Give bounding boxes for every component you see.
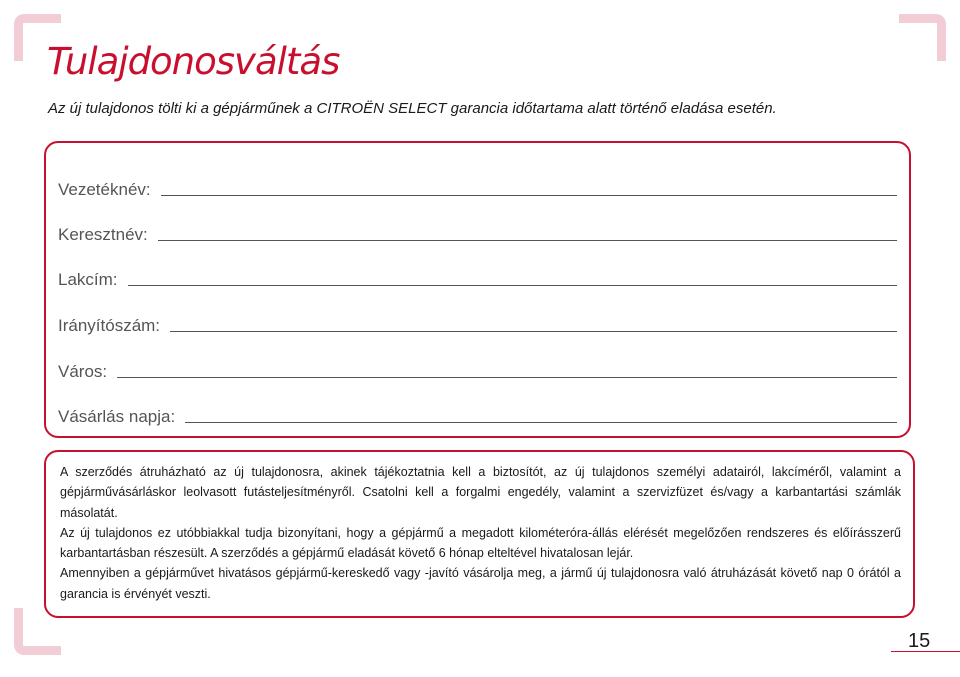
- purchase-date-line[interactable]: [185, 422, 897, 423]
- city-label: Város:: [58, 362, 108, 381]
- info-paragraph-dealer: Amennyiben a gépjárművet hivatásos gépjármű-kereskedő vagy -javító vásárolja meg, a jármű új tulajdonosra való átruházását követő nap 0 órától a garancia is érvényét veszti.: [60, 566, 901, 601]
- last-name-line[interactable]: [161, 195, 897, 196]
- city-line[interactable]: [117, 377, 897, 378]
- address-field[interactable]: [58, 262, 897, 290]
- last-name-field[interactable]: [58, 172, 897, 200]
- page-title: Tulajdonosváltás: [47, 40, 340, 83]
- postal-code-line[interactable]: [170, 331, 897, 332]
- first-name-line[interactable]: [158, 240, 897, 241]
- purchase-date-field[interactable]: [58, 399, 897, 427]
- corner-bracket-top-right: [899, 14, 946, 61]
- info-box: [44, 450, 915, 618]
- last-name-label: Vezetéknév:: [58, 180, 151, 199]
- page-subtitle: Az új tulajdonos tölti ki a gépjárműnek a CITROËN SELECT garancia időtartama alatt történő eladása esetén.: [48, 100, 777, 117]
- page-number: 15: [908, 630, 931, 652]
- first-name-label: Keresztnév:: [58, 225, 148, 244]
- address-line[interactable]: [128, 285, 897, 286]
- purchase-date-label: Vásárlás napja:: [58, 407, 176, 426]
- info-paragraph-transfer: A szerződés átruházható az új tulajdonosra, akinek tájékoztatnia kell a biztosítót, az új tulajdonos személyi adatairól, lakcíméről, valamint a gépjárművásárláskor leolvasott futásteljesítményről. Csatolni kell a forgalmi engedély, valamint a szervizfüzet és/vagy a karbantartási számlák másolatát.: [60, 465, 901, 520]
- first-name-field[interactable]: [58, 217, 897, 245]
- city-field[interactable]: [58, 354, 897, 382]
- postal-code-field[interactable]: [58, 308, 897, 336]
- owner-form: [44, 141, 911, 438]
- info-paragraph-maintenance: Az új tulajdonos ez utóbbiakkal tudja bizonyítani, hogy a gépjármű a megadott kilométeróra-állás elérését megelőzően rendszeres és előírásszerű karbantartásban részesült. A szerződés a gépjármű eladását követő 6 hónap elteltével hivatalosan lejár.: [60, 525, 901, 561]
- address-label: Lakcím:: [58, 270, 118, 289]
- postal-code-label: Irányítószám:: [58, 316, 161, 335]
